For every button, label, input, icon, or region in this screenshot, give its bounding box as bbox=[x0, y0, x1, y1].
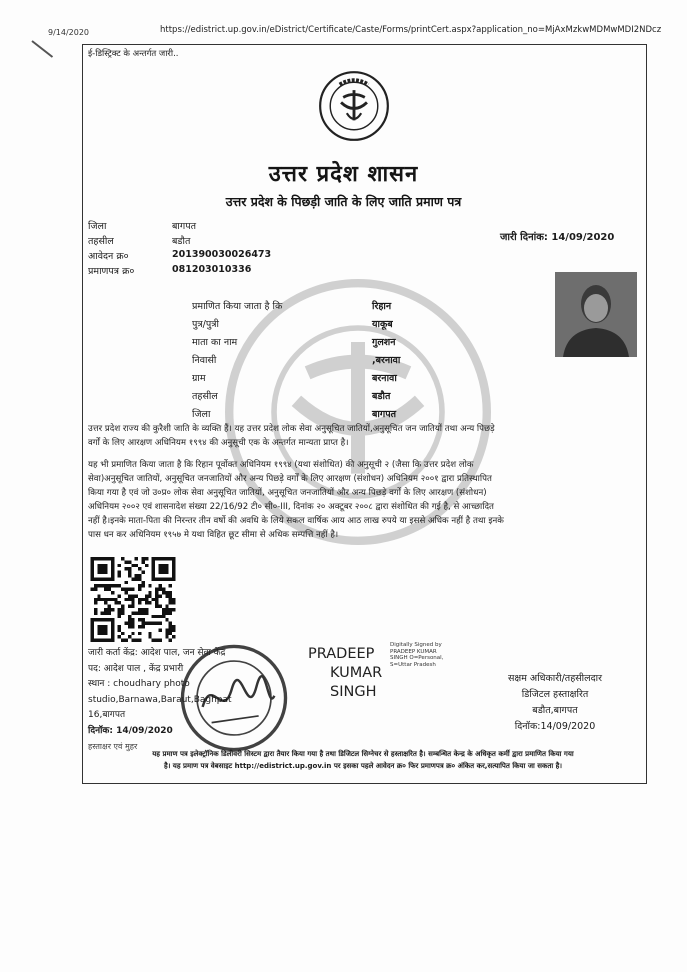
verification-qr-code bbox=[89, 557, 177, 642]
up-emblem-icon bbox=[318, 70, 390, 142]
signature-detail-line: Digitally Signed by bbox=[390, 642, 442, 648]
centre-line: 16,बागपत bbox=[88, 710, 126, 720]
officer-line: दिनॉक:14/09/2020 bbox=[514, 721, 596, 732]
centre-line: studio,Barnawa,Baraut,Baghpat bbox=[88, 694, 232, 705]
detail-value-resident: ,बरनावा bbox=[372, 355, 401, 366]
competent-officer-block bbox=[480, 671, 630, 735]
detail-value-name: रिहान bbox=[372, 301, 392, 312]
person-photo-icon bbox=[555, 272, 637, 357]
issue-date: जारी दिनांक: 14/09/2020 bbox=[500, 232, 615, 243]
certificate-subtitle: उत्तर प्रदेश के पिछड़ी जाति के लिए जाति प्रमाण पत्र bbox=[225, 194, 462, 209]
centre-line: स्थान : choudhary photo bbox=[88, 679, 190, 689]
print-date: 9/14/2020 bbox=[48, 28, 90, 37]
digital-signer-name bbox=[308, 645, 382, 702]
caste-paragraph bbox=[88, 422, 636, 450]
signature-detail-line: SINGH O=Personal, bbox=[390, 655, 444, 661]
detail-value-father: याकूब bbox=[372, 319, 393, 330]
centre-seal-icon bbox=[178, 642, 290, 754]
signature-detail-line: PRADEEP KUMAR bbox=[390, 648, 437, 655]
caste-paragraph-line: उत्तर प्रदेश राज्य की कुरैशी जाति के व्यक्ति हैं। यह उत्तर प्रदेश लोक सेवा अनुसूचित जातियों,अनुसूचित जन जातियों तथा अन्य पिछड़े bbox=[88, 424, 495, 434]
admin-label-district: जिला bbox=[88, 221, 107, 232]
admin-value-certificate-no: 081203010336 bbox=[172, 264, 252, 275]
detail-label-son-daughter: पुत्र/पुत्री bbox=[192, 319, 219, 330]
issued-under-text: ई-डिस्ट्रिक्ट के अन्तर्गत जारी.. bbox=[88, 49, 179, 59]
detail-value-mother: गुलशन bbox=[372, 337, 396, 348]
creamy-layer-line: सेवा)अनुसूचित जातियों, अनुसूचित जनजातियों और अन्य पिछड़े वर्गों के लिए आरक्षण (संशोधन) अधिनियम २००१ द्वारा प्रतिस्थापित bbox=[88, 474, 492, 484]
creamy-layer-line: नहीं है।इनके माता-पिता की निरन्तर तीन वर्षो की अवधि के लिये सकल वार्षिक आय आठ लाख रुपये या इससे अधिक नहीं है तथा इनके bbox=[88, 516, 504, 526]
creamy-layer-paragraph bbox=[88, 458, 636, 542]
detail-value-district: बागपत bbox=[372, 409, 397, 420]
detail-label-mother: माता का नाम bbox=[192, 337, 238, 348]
signer-name-line: PRADEEP bbox=[308, 646, 375, 662]
detail-label-resident: निवासी bbox=[192, 355, 217, 366]
detail-label-district: जिला bbox=[192, 409, 211, 420]
footer-note bbox=[88, 748, 638, 772]
digital-signature-details bbox=[390, 642, 443, 668]
footer-line: यह प्रमाण पत्र इलेक्ट्रॉनिक डिलीवरी सिस्टम द्वारा तैयार किया गया है तथा डिजिटल सिग्नेचर से हस्ताक्षरित है। सम्बन्धित केन्द्र के अधिकृत कर्मी द्वारा प्रमाणित किया गया bbox=[152, 750, 574, 758]
centre-line: हस्ताक्षर एवं मुहर bbox=[88, 742, 138, 751]
caste-paragraph-line: वर्गों के लिए आरक्षण अधिनियम १९९४ की अनुसूची एक के अन्तर्गत मान्यता प्राप्त है। bbox=[88, 438, 349, 448]
creamy-layer-line: पास धन कर अधिनियम १९५७ मे यथा विहित छूट सीमा से अधिक सम्पत्ति नहीं है। bbox=[88, 530, 339, 540]
applicant-photo bbox=[555, 272, 637, 357]
centre-line: जारी कर्ता केंद्र: आदेश पाल, जन सेवा केंद्र bbox=[88, 648, 226, 658]
centre-line: पद: आदेश पाल , केंद्र प्रभारी bbox=[88, 663, 184, 674]
signature-detail-line: S=Uttar Pradesh bbox=[390, 661, 436, 668]
print-url: https://edistrict.up.gov.in/eDistrict/Certificate/Caste/Forms/printCert.aspx?application_no=MjAxMzkwMDMwMDI2NDcz bbox=[160, 25, 662, 35]
creamy-layer-line: अधिनियम २००२ एवं शासनादेश संख्या 22/16/92 टी० सी०-III, दिनांक २० अक्टूबर २००८ द्वारा संशोधित की गई है, से आच्छादित bbox=[88, 502, 494, 512]
certificate-title: उत्तर प्रदेश शासन bbox=[268, 162, 419, 187]
signer-name-line: SINGH bbox=[330, 684, 377, 700]
admin-value-district: बागपत bbox=[172, 221, 197, 232]
detail-value-village: बरनावा bbox=[372, 373, 397, 384]
officer-line: सक्षम अधिकारी/तहसीलदार bbox=[508, 673, 602, 684]
detail-value-tehsil: बडौत bbox=[372, 391, 391, 402]
creamy-layer-line: किया गया है एवं जो उ०प्र० लोक सेवा अनुसूचित जातियों, अनुसूचित जनजातियों और अन्य पिछड़े वर्गों के लिए आरक्षण (संशोधन) bbox=[88, 488, 487, 498]
detail-label-certified: प्रमाणित किया जाता है कि bbox=[192, 301, 283, 312]
signer-name-line: KUMAR bbox=[330, 665, 383, 681]
admin-label-application-no: आवेदन क्र० bbox=[88, 251, 129, 262]
footer-line: है। यह प्रमाण पत्र वेबसाइट http://edistrict.up.gov.in पर इसका पहले आवेदन क्र० फिर प्रमाणपत्र क्र० अंकित कर,सत्यापित किया जा सकता है। bbox=[164, 762, 562, 770]
corner-mark bbox=[31, 40, 53, 58]
creamy-layer-line: यह भी प्रमाणित किया जाता है कि रिहान पूर्वोक्त अधिनियम १९९४ (यथा संशोधित) की अनुसूची २ (जैसा कि उत्तर प्रदेश लोक bbox=[88, 460, 474, 470]
centre-line: दिनॉक: 14/09/2020 bbox=[88, 725, 173, 736]
admin-value-application-no: 201390030026473 bbox=[172, 249, 272, 260]
detail-label-village: ग्राम bbox=[192, 373, 206, 384]
admin-value-tehsil: बडौत bbox=[172, 236, 191, 247]
admin-label-certificate-no: प्रमाणपत्र क्र० bbox=[88, 266, 135, 277]
admin-label-tehsil: तहसील bbox=[88, 236, 114, 247]
officer-line: डिजिटल हस्ताक्षरित bbox=[521, 689, 589, 700]
detail-label-tehsil: तहसील bbox=[192, 391, 218, 402]
officer-line: बडौत,बागपत bbox=[532, 705, 578, 716]
